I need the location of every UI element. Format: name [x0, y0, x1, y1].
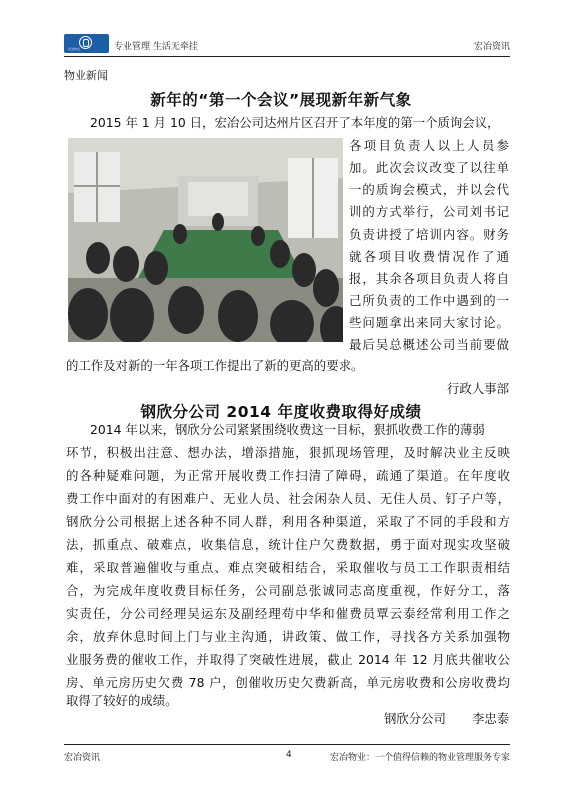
article2-line: 费工作中面对的有困难户、无业人员、社会闲杂人员、无住人员、钉子户等，: [66, 492, 510, 506]
article1-line: 训的方式举行，公司刘书记: [349, 205, 509, 219]
logo-emblem-icon: [79, 36, 92, 49]
article1-line: 一的质询会模式，并以会代: [349, 183, 509, 197]
header-brand: 宏冶资讯: [473, 42, 510, 52]
article2-line: 难，采取普遍催收与重点、难点突破相结合，采取催收与员工工作职责相结: [66, 561, 510, 575]
article2-line: 实责任，分公司经理吴运东及副经理苟中华和催费员覃云泰经常利用工作之: [66, 607, 510, 621]
article2-line: 余，放弃休息时间上门与业主沟通，讲政策、做工作，寻找各方关系加强物: [66, 630, 510, 644]
article2-signature-name: 李忠泰: [472, 711, 510, 726]
article1-line: 加。此次会议改变了以往单: [349, 161, 509, 175]
article1-line: 报，其余各项目负责人将自: [349, 272, 509, 286]
article1-title: 新年的“第一个会议”展现新年新气象: [150, 91, 412, 109]
meeting-photo-image: [68, 138, 343, 342]
article1-line: 就各项目收费情况作了通: [349, 250, 509, 264]
article1-line: 的工作及对新的一年各项工作提出了新的更高的要求。: [66, 358, 364, 373]
article2-line: 的各种疑难问题，为正常开展收费工作扫清了障碍，疏通了渠道。在年度收: [66, 469, 510, 483]
page-header: [64, 33, 510, 55]
footer-divider: [64, 744, 510, 745]
meeting-photo: [68, 138, 343, 342]
article1-line: 负责讲授了培训内容。财务: [349, 228, 509, 242]
footer-right: 宏冶物业：一个值得信赖的物业管理服务专家: [329, 753, 510, 763]
article2-title: 钢欣分公司 2014 年度收费取得好成绩: [140, 403, 422, 421]
article1-line: 最后吴总概述公司当前要做: [349, 338, 509, 352]
article1-line: 各项目负责人以上人员参: [349, 139, 509, 153]
page-number: 4: [286, 750, 292, 760]
article1-line: 些问题拿出来同大家讨论。: [349, 316, 509, 330]
article2-line: 业服务费的催收工作，并取得了突破性进展，截止 2014 年 12 月底共催收公: [66, 653, 510, 667]
article2-line: 合，为完成年度收费目标任务，公司副总张诚同志高度重视，作好分工，落: [66, 584, 510, 598]
article2-line: 环节，积极出注意、想办法，增添措施，狠抓现场管理，及时解决业主反映: [66, 446, 510, 460]
article1-line: 己所负责的工作中遇到的一: [349, 294, 509, 308]
article1-author: 行政人事部: [447, 381, 509, 396]
header-slogan: 专业管理 生活无牵挂: [114, 42, 198, 52]
article2-line: 2014 年以来，钢欣分公司紧紧围绕收费这一目标，狠抓收费工作的薄弱: [90, 422, 485, 437]
article2-line: 钢欣分公司根据上述各种不同人群，利用各种渠道，采取了不同的手段和方: [66, 515, 510, 529]
footer-left: 宏冶资讯: [64, 753, 101, 763]
article2-line: 取得了较好的成绩。: [66, 693, 178, 708]
header-divider: [64, 56, 510, 57]
section-label: 物业新闻: [64, 69, 108, 82]
company-logo: [64, 34, 109, 53]
logo-text: 宏冶物业: [68, 47, 81, 51]
article1-line: 2015 年 1 月 10 日，宏冶公司达州片区召开了本年度的第一个质询会议，: [90, 115, 500, 130]
article2-signature-unit: 钢欣分公司: [384, 711, 446, 726]
article2-line: 房、单元房历史欠费 78 户，创催收历史欠费新高，单元房收费和公房收费均: [66, 676, 510, 690]
article2-line: 法，抓重点、破难点，收集信息，统计住户欠费数据，勇于面对现实攻坚破: [66, 538, 510, 552]
